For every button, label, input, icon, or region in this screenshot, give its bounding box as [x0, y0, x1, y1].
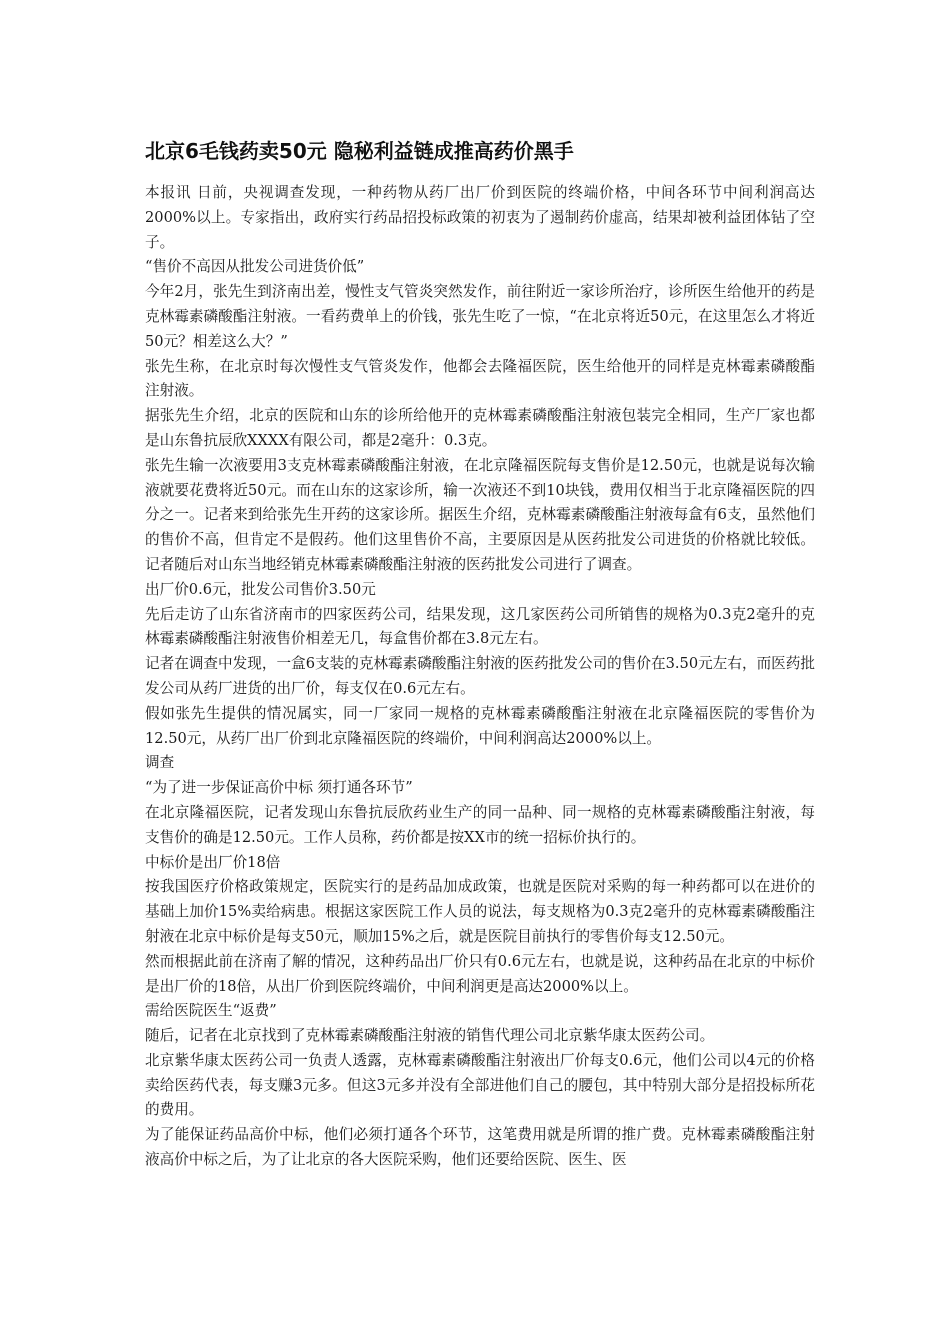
paragraph: 据张先生介绍，北京的医院和山东的诊所给他开的克林霉素磷酸酯注射液包装完全相同，生产厂家也都是山东鲁抗辰欣XXXX有限公司，都是2毫升：0.3克。	[145, 407, 815, 449]
section-heading: 出厂价0.6元，批发公司售价3.50元	[145, 580, 376, 598]
section-heading: “为了进一步保证高价中标 须打通各环节”	[145, 779, 413, 797]
paragraph: 北京紫华康太医药公司一负责人透露，克林霉素磷酸酯注射液出厂价每支0.6元，他们公司以4元的价格卖给医药代表，每支赚3元多。但这3元多并没有全部进他们自己的腰包，其中特别大部分是招投标所花的费用。	[145, 1051, 815, 1119]
section-heading: 调查	[145, 754, 175, 772]
paragraph: 在北京隆福医院，记者发现山东鲁抗辰欣药业生产的同一品种、同一规格的克林霉素磷酸酯注射液，每支售价的确是12.50元。工作人员称，药价都是按XX市的统一招标价执行的。	[145, 803, 815, 846]
paragraph: 记者在调查中发现，一盒6支装的克林霉素磷酸酯注射液的医药批发公司的售价在3.50元左右，而医药批发公司从药厂进货的出厂价，每支仅在0.6元左右。	[145, 655, 815, 697]
section-heading: 需给医院医生“返费”	[145, 1002, 277, 1020]
section-heading: “售价不高因从批发公司进货价低”	[145, 258, 365, 276]
paragraph: 今年2月，张先生到济南出差，慢性支气管炎突然发作，前往附近一家诊所治疗，诊所医生给他开的药是克林霉素磷酸酯注射液。一看药费单上的价钱，张先生吃了一惊，“在北京将近50元，在这里怎么才将近50元？相差这么大？”	[145, 283, 815, 350]
paragraph: 先后走访了山东省济南市的四家医药公司，结果发现，这几家医药公司所销售的规格为0.3克2毫升的克林霉素磷酸酯注射液售价相差无几，每盒售价都在3.8元左右。	[145, 605, 815, 648]
article-title: 北京6毛钱药卖50元 隐秘利益链成推高药价黑手	[145, 139, 574, 163]
paragraph: 按我国医疗价格政策规定，医院实行的是药品加成政策，也就是医院对采购的每一种药都可以在进价的基础上加价15%卖给病患。根据这家医院工作人员的说法，每支规格为0.3克2毫升的克林霉素磷酸酯注射液在北京中标价是每支50元，顺加15%之后，就是医院目前执行的零售价每支12.50元。	[145, 878, 815, 945]
article-body	[145, 181, 815, 1173]
paragraph: 假如张先生提供的情况属实，同一厂家同一规格的克林霉素磷酸酯注射液在北京隆福医院的零售价为12.50元，从药厂出厂价到北京隆福医院的终端价，中间利润高达2000%以上。	[145, 704, 815, 747]
paragraph-intro: 本报讯 日前，央视调查发现，一种药物从药厂出厂价到医院的终端价格，中间各环节中间利润高达2000%以上。专家指出，政府实行药品招投标政策的初衷为了遏制药价虚高，结果却被利益团体钻了空子。	[145, 184, 815, 251]
paragraph: 张先生称，在北京时每次慢性支气管炎发作，他都会去隆福医院，医生给他开的同样是克林霉素磷酸酯注射液。	[145, 357, 815, 400]
document-page	[145, 136, 815, 1173]
paragraph: 随后，记者在北京找到了克林霉素磷酸酯注射液的销售代理公司北京紫华康太医药公司。	[145, 1027, 715, 1045]
paragraph: 为了能保证药品高价中标，他们必须打通各个环节，这笔费用就是所谓的推广费。克林霉素磷酸酯注射液高价中标之后，为了让北京的各大医院采购，他们还要给医院、医生、医	[145, 1126, 815, 1169]
section-heading: 中标价是出厂价18倍	[145, 853, 281, 871]
paragraph: 然而根据此前在济南了解的情况，这种药品出厂价只有0.6元左右，也就是说，这种药品在北京的中标价是出厂价的18倍，从出厂价到医院终端价，中间利润更是高达2000%以上。	[145, 952, 815, 995]
paragraph: 张先生输一次液要用3支克林霉素磷酸酯注射液，在北京隆福医院每支售价是12.50元，也就是说每次输液就要花费将近50元。而在山东的这家诊所，输一次液还不到10块钱，费用仅相当于北京隆福医院的四分之一。记者来到给张先生开药的这家诊所。据医生介绍，克林霉素磷酸酯注射液每盒有6支，虽然他们的售价不高，但肯定不是假药。他们这里售价不高，主要原因是从医药批发公司进货的价格就比较低。记者随后对山东当地经销克林霉素磷酸酯注射液的医药批发公司进行了调查。	[145, 456, 815, 573]
